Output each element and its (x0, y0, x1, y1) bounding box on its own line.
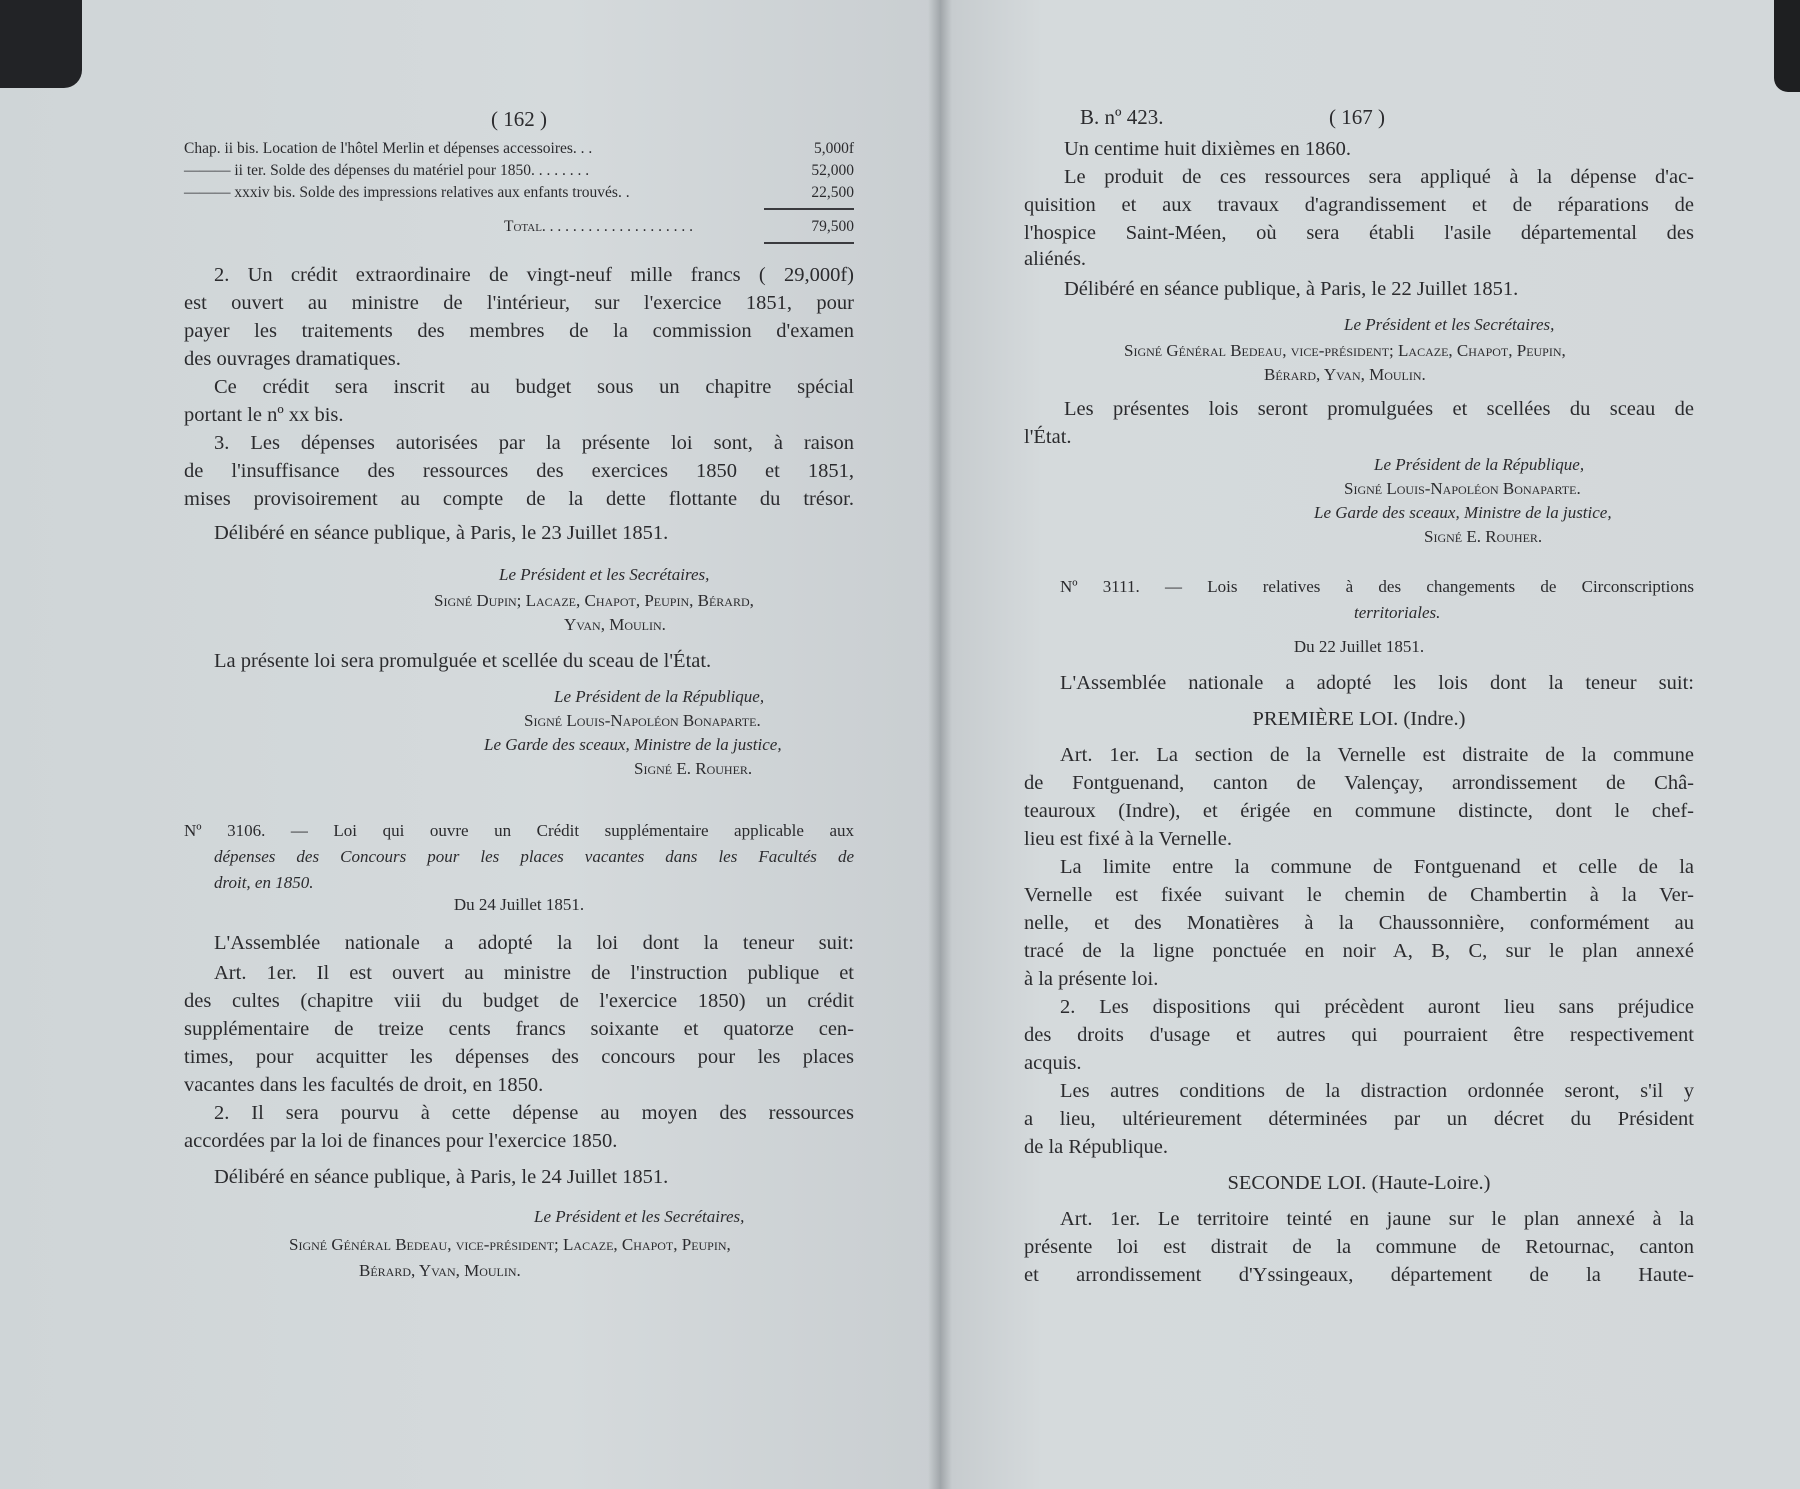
text-line: de la République. (1024, 1136, 1169, 1158)
text-line: de Fontguenand, canton de Valençay, arrondissement de Châ- (1024, 772, 1694, 794)
text-line: a lieu, ultérieurement déterminées par un décret du Président (1024, 1108, 1694, 1130)
law-heading: territoriales. (1354, 603, 1441, 622)
signature-heading: Le Président et les Secrétaires, (534, 1207, 745, 1226)
law-heading: droit, en 1850. (214, 873, 314, 892)
text-line: times, pour acquitter les dépenses des concours pour les places (184, 1046, 854, 1068)
signature-names: Signé E. Rouher. (1424, 527, 1543, 546)
table-total-amount: 79,500 (811, 218, 854, 235)
signature-names: Signé Louis-Napoléon Bonaparte. (524, 711, 761, 730)
law-heading: Nº 3106. — Loi qui ouvre un Crédit supplémentaire applicable aux (184, 821, 854, 840)
signature-heading: Le Président de la République, (1374, 455, 1585, 474)
signature-heading: Le Président et les Secrétaires, (1344, 315, 1555, 334)
signature-names: Signé E. Rouher. (634, 759, 753, 778)
text-line: Art. 1er. Il est ouvert au ministre de l'instruction publique et (214, 962, 854, 984)
text-line: l'État. (1024, 426, 1072, 448)
signature-heading: Le Président de la République, (554, 687, 765, 706)
text-line: Les autres conditions de la distraction ordonnée seront, s'il y (1060, 1080, 1694, 1102)
text-line: accordées par la loi de finances pour l'exercice 1850. (184, 1130, 618, 1152)
table-row-amount: 22,500 (811, 184, 854, 201)
text-line: Un centime huit dixièmes en 1860. (1064, 138, 1351, 160)
text-line: lieu est fixé à la Vernelle. (1024, 828, 1232, 850)
text-line: La limite entre la commune de Fontguenand et celle de la (1060, 856, 1694, 878)
text-line: et arrondissement d'Yssingeaux, département de la Haute- (1024, 1264, 1694, 1286)
text-line: Vernelle est fixée suivant le chemin de Chambertin à la Ver- (1024, 884, 1694, 906)
table-row-label: Chap. ii bis. Location de l'hôtel Merlin et dépenses accessoires. . . (184, 140, 593, 157)
text-line: portant le nº xx bis. (184, 404, 344, 426)
table-row-amount: 52,000 (811, 162, 854, 179)
signature-names: Signé Général Bedeau, vice-président; Lacaze, Chapot, Peupin, (1124, 341, 1566, 360)
text-line: des droits d'usage et autres qui pourraient être respectivement (1024, 1024, 1694, 1046)
law-title: PREMIÈRE LOI. (Indre.) (1252, 708, 1466, 730)
signature-heading: Le Président et les Secrétaires, (499, 565, 710, 584)
text-line: à la présente loi. (1024, 968, 1159, 990)
signature-heading: Le Garde des sceaux, Ministre de la justice, (484, 735, 782, 754)
text-line: Les présentes lois seront promulguées et scellées du sceau de (1064, 398, 1694, 420)
text-line: 2. Les dispositions qui précèdent auront lieu sans préjudice (1060, 996, 1694, 1018)
text-line: nelle, et des Monatières à la Chaussonnière, conformément au (1024, 912, 1694, 934)
text-line: 2. Il sera pourvu à cette dépense au moyen des ressources (214, 1102, 854, 1124)
law-heading: dépenses des Concours pour les places vacantes dans les Facultés de (214, 847, 854, 866)
signature-names: Signé Louis-Napoléon Bonaparte. (1344, 479, 1581, 498)
right-page-number: ( 167 ) (1329, 105, 1385, 129)
text-line: Délibéré en séance publique, à Paris, le 22 Juillet 1851. (1064, 278, 1519, 300)
signature-heading: Le Garde des sceaux, Ministre de la justice, (1314, 503, 1612, 522)
signature-names: Bérard, Yvan, Moulin. (359, 1261, 521, 1280)
text-line: teauroux (Indre), et érigée en commune distincte, dont le chef- (1024, 800, 1694, 822)
law-date: Du 22 Juillet 1851. (1293, 637, 1425, 656)
text-line: mises provisoirement au compte de la dette flottante du trésor. (184, 488, 854, 510)
law-heading: Nº 3111. — Lois relatives à des changements de Circonscriptions (1060, 577, 1694, 596)
text-line: des cultes (chapitre viii du budget de l'exercice 1850) un crédit (184, 990, 854, 1012)
text-line: Le produit de ces ressources sera appliqué à la dépense d'ac- (1064, 166, 1694, 188)
text-line: aliénés. (1024, 248, 1087, 270)
text-line: L'Assemblée nationale a adopté les lois dont la teneur suit: (1060, 672, 1694, 694)
text-line: Art. 1er. Le territoire teinté en jaune sur le plan annexé à la (1060, 1208, 1694, 1230)
text-line: supplémentaire de treize cents francs soixante et quatorze cen- (184, 1018, 854, 1040)
text-line: acquis. (1024, 1052, 1082, 1074)
table-row-label: ——— ii ter. Solde des dépenses du matériel pour 1850. . . . . . . . (184, 162, 590, 179)
text-line: vacantes dans les facultés de droit, en 1850. (184, 1074, 544, 1096)
signature-names: Bérard, Yvan, Moulin. (1264, 365, 1426, 384)
table-rule (764, 242, 854, 244)
table-rule (764, 208, 854, 210)
text-line: l'hospice Saint-Méen, où sera établi l'asile départemental des (1024, 222, 1694, 244)
signature-names: Signé Dupin; Lacaze, Chapot, Peupin, Bérard, (434, 591, 754, 610)
text-line: de l'insuffisance des ressources des exercices 1850 et 1851, (184, 460, 854, 482)
text-line: est ouvert au ministre de l'intérieur, sur l'exercice 1851, pour (184, 292, 854, 314)
scan-corner-dark-right (1774, 0, 1800, 92)
law-title: SECONDE LOI. (Haute-Loire.) (1227, 1172, 1491, 1194)
signature-names: Signé Général Bedeau, vice-président; Lacaze, Chapot, Peupin, (289, 1235, 731, 1254)
left-page-number: ( 162 ) (491, 107, 547, 131)
table-row-amount: 5,000f (813, 140, 854, 157)
text-line: L'Assemblée nationale a adopté la loi dont la teneur suit: (214, 932, 854, 954)
scan-corner-dark (0, 0, 82, 88)
bulletin-number: B. nº 423. (1080, 105, 1164, 129)
book-gutter (928, 0, 952, 1489)
text-line: payer les traitements des membres de la commission d'examen (184, 320, 854, 342)
text-line: Délibéré en séance publique, à Paris, le 24 Juillet 1851. (214, 1166, 669, 1188)
text-line: tracé de la ligne ponctuée en noir A, B, C, sur le plan annexé (1024, 940, 1694, 962)
text-line: La présente loi sera promulguée et scellée du sceau de l'État. (214, 650, 712, 672)
text-line: 3. Les dépenses autorisées par la présente loi sont, à raison (214, 432, 854, 454)
text-line: quisition et aux travaux d'agrandissement et de réparations de (1024, 194, 1694, 216)
signature-names: Yvan, Moulin. (564, 615, 666, 634)
text-line: des ouvrages dramatiques. (184, 348, 401, 370)
text-line: 2. Un crédit extraordinaire de vingt-neuf mille francs ( 29,000f) (214, 264, 854, 286)
text-line: Ce crédit sera inscrit au budget sous un chapitre spécial (214, 376, 854, 398)
table-total-label: Total. . . . . . . . . . . . . . . . . . . . (504, 218, 694, 235)
text-line: Art. 1er. La section de la Vernelle est distraite de la commune (1060, 744, 1694, 766)
text-line: présente loi est distrait de la commune de Retournac, canton (1024, 1236, 1694, 1258)
law-date: Du 24 Juillet 1851. (453, 895, 585, 914)
text-line: Délibéré en séance publique, à Paris, le 23 Juillet 1851. (214, 522, 669, 544)
table-row-label: ——— xxxiv bis. Solde des impressions relatives aux enfants trouvés. . (184, 184, 630, 201)
